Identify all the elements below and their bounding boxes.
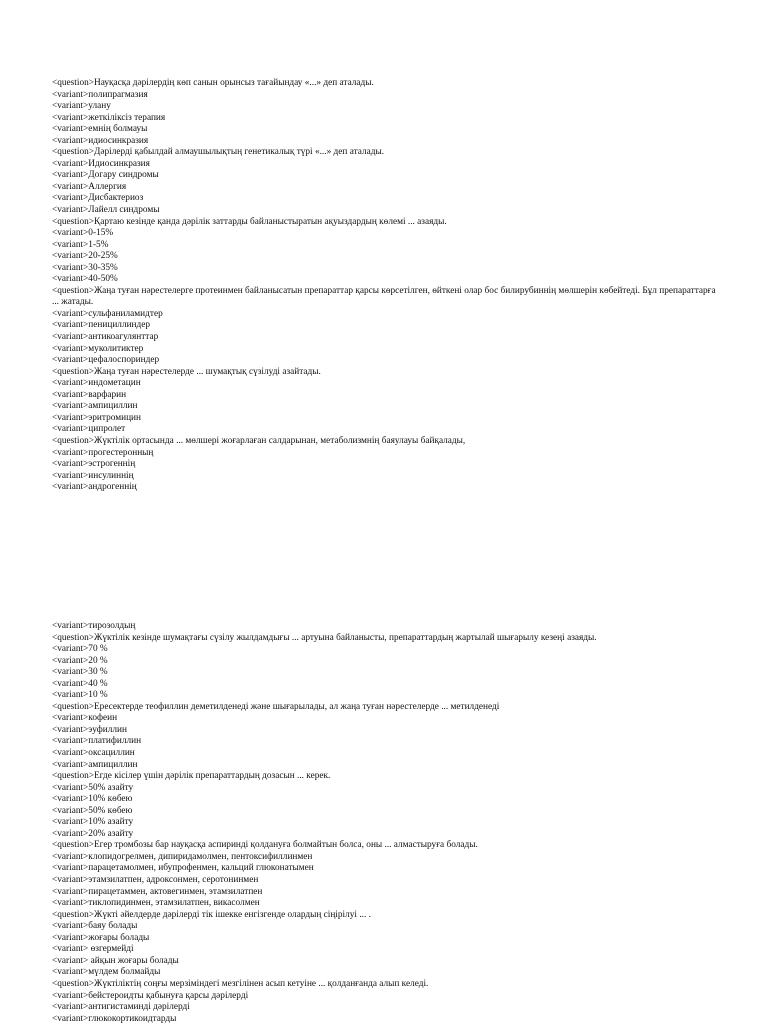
text-block-upper	[52, 78, 722, 494]
variant-line: <variant>платифиллин	[52, 736, 142, 747]
variant-line: <variant>пирацетаммен, актовегинмен, этамзилатпен	[52, 886, 263, 897]
variant-line: <variant>30-35%	[52, 262, 118, 273]
question-line: <question>Жүкті әйелдерде дәрілерді тік ішекке енгізгенде олардың сіңірілуі ... .	[52, 909, 371, 920]
variant-line: <variant>жоғары болады	[52, 932, 150, 943]
variant-line: <variant>антигистаминді дәрілерді	[52, 1002, 190, 1013]
variant-line: <variant>кофеин	[52, 713, 118, 724]
question-line: <question>Жүктілік ортасында ... мөлшері жоғарлаған салдарынан, метаболизмнің баяулауы байқалады,	[52, 435, 466, 446]
variant-line: <variant>10 %	[52, 690, 108, 701]
question-line: <question>Науқасқа дәрілердің көп санын орынсыз тағайындау «...» деп аталады.	[52, 78, 374, 88]
variant-line: <variant>клопидогрелмен, дипиридамолмен, пентоксифиллинмен	[52, 851, 313, 862]
variant-line: <variant>парацетамолмен, ибупрофенмен, кальций глюконатымен	[52, 863, 314, 874]
variant-line: <variant>20-25%	[52, 251, 118, 262]
variant-line: <variant>улану	[52, 101, 111, 112]
variant-line: <variant>этамзилатпен, адроксонмен, серотонинмен	[52, 875, 259, 886]
variant-line: <variant>40-50%	[52, 274, 118, 285]
variant-line: <variant>идиосинкразия	[52, 135, 149, 146]
variant-line: <variant>баяу болады	[52, 921, 138, 932]
text-block-lower	[52, 621, 722, 1025]
variant-line: <variant>муколитиктер	[52, 343, 144, 354]
variant-line: <variant>Идиосинкразия	[52, 158, 150, 169]
variant-line: <variant>цефалоспориндер	[52, 355, 160, 366]
variant-line: <variant>ампициллин	[52, 759, 138, 770]
variant-line: <variant>жеткіліксіз терапия	[52, 112, 166, 123]
question-line: <question>Ересектерде теофиллин деметилденеді және шығарылады, ал жаңа туған нәрестелерде ... метилденеді	[52, 701, 500, 712]
variant-line: <variant>30 %	[52, 667, 108, 678]
variant-line: <variant>сульфаниламидтер	[52, 308, 163, 319]
variant-line: <variant>андрогеннің	[52, 482, 137, 493]
variant-line: <variant>тирозолдың	[52, 621, 136, 631]
variant-line: <variant>70 %	[52, 644, 108, 655]
variant-line: <variant>ципролет	[52, 424, 126, 435]
variant-line: <variant>Аллергия	[52, 181, 127, 192]
variant-line: <variant>50% азайту	[52, 782, 134, 793]
variant-line: <variant>20% азайту	[52, 828, 134, 839]
variant-line: <variant>инсулиннің	[52, 470, 134, 481]
variant-line: <variant> өзгермейді	[52, 944, 134, 955]
variant-line: <variant> айқын жоғары болады	[52, 955, 179, 966]
variant-line: <variant>Лайелл синдромы	[52, 205, 160, 216]
variant-line: <variant>полипрагмазия	[52, 89, 148, 100]
variant-line: <variant>Дисбактериоз	[52, 193, 144, 204]
variant-line: <variant>эуфиллин	[52, 724, 127, 735]
question-line: <question>Қартаю кезінде қанда дәрілік заттарды байланыстыратын ақуыздардың көлемі ... азаяды.	[52, 216, 447, 227]
variant-line: <variant>прогестеронның	[52, 447, 154, 458]
variant-line: <variant>индометацин	[52, 378, 141, 389]
variant-line: <variant>тиклопидинмен, этамзилатпен, викасолмен	[52, 898, 260, 909]
variant-line: <variant>50% көбею	[52, 805, 133, 816]
variant-line: <variant>20 %	[52, 655, 108, 666]
variant-line: <variant>оксациллин	[52, 748, 135, 759]
variant-line: <variant>ампициллин	[52, 401, 138, 412]
variant-line: <variant>эстрогеннің	[52, 459, 136, 470]
variant-line: <variant>антикоагулянттар	[52, 332, 159, 343]
question-line: <question>Дәрілерді қабылдай алмаушылықтың генетикалық түрі «...» деп аталады.	[52, 147, 385, 158]
variant-line: <variant>эритромицин	[52, 412, 141, 423]
variant-line: <variant>емнің болмауы	[52, 124, 148, 135]
variant-line: <variant>глюкокортикоидтарды	[52, 1013, 177, 1024]
variant-line: <variant>0-15%	[52, 228, 114, 239]
variant-line: <variant>бейстероидты қабынуға қарсы дәрілерді	[52, 990, 249, 1001]
question-line: <question>Жаңа туған нәрестелерге протеинмен байланысатын препараттар қарсы көрсетілген, өйткені олар бос билирубиннің мөлшерін көбейтеді. Бұл препараттарға ... жатады.	[52, 285, 718, 308]
variant-line: <variant>пенициллиндер	[52, 320, 151, 331]
variant-line: <variant>10% азайту	[52, 817, 134, 828]
variant-line: <variant>варфарин	[52, 389, 127, 400]
question-line: <question>Жаңа туған нәрестелерде ... шумақтық сүзілуді азайтады.	[52, 366, 321, 377]
variant-line: <variant>10% көбею	[52, 794, 133, 805]
question-line: <question>Жүктілік кезінде шумақтағы сүзілу жылдамдығы ... артуына байланысты, препараттардың жартылай шығарылу кезеңі азаяды.	[52, 632, 597, 643]
variant-line: <variant>40 %	[52, 678, 108, 689]
question-line: <question>Жүктіліктің соңғы мерзіміндегі мезгілінен асып кетуіне ... қолданғанда алып келеді.	[52, 978, 429, 989]
question-line: <question>Егде кісілер үшін дәрілік препараттардың дозасын ... керек.	[52, 771, 331, 782]
question-line: <question>Егер тромбозы бар науқасқа аспиринді қолдануға болмайтын болса, оны ... алмастыруға болады.	[52, 840, 478, 851]
variant-line: <variant>мүлдем болмайды	[52, 967, 161, 978]
variant-line: <variant>1-5%	[52, 239, 109, 250]
variant-line: <variant>Догару синдромы	[52, 170, 159, 181]
